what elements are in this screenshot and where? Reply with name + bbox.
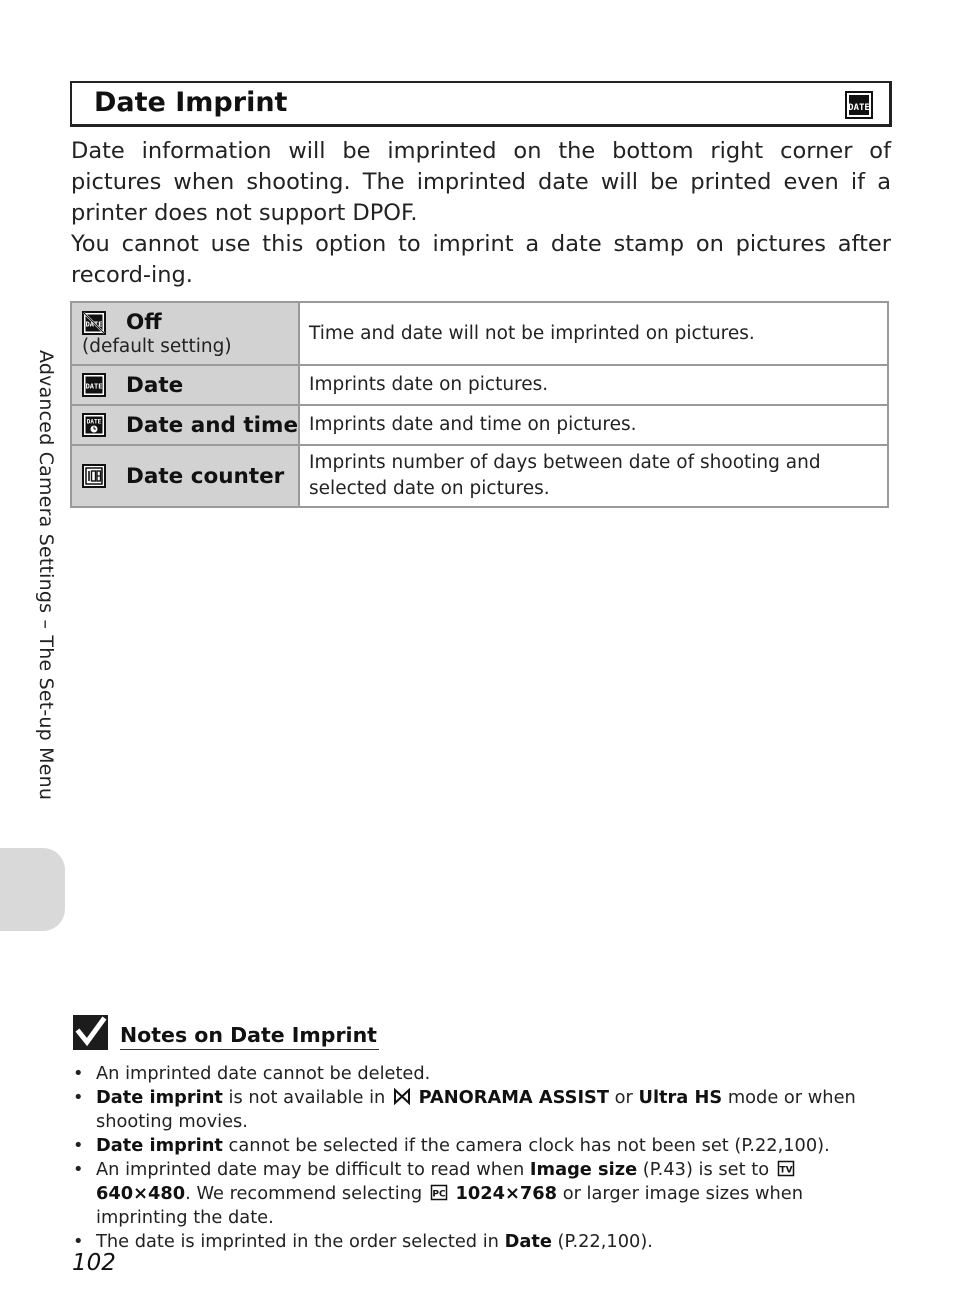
svg-text:DATE: DATE [86, 418, 102, 426]
svg-text:PC: PC [432, 1189, 446, 1200]
pc-size-icon [430, 1184, 448, 1201]
list-item: • An imprinted date may be difficult to read when Image size (P.43) is set to TV 640×480. We recommend selecting PC 1024×768 or larger image sizes when imprinting the date. [73, 1158, 891, 1230]
option-cell [71, 405, 299, 445]
list-item: • The date is imprinted in the order selected in Date (P.22,100). [73, 1230, 891, 1254]
date-and-time-icon [82, 413, 106, 437]
tv-size-icon [777, 1160, 795, 1177]
notes-header [73, 1015, 379, 1050]
table-row [71, 445, 888, 507]
page-number: 102 [72, 1250, 116, 1276]
option-description: Time and date will not be imprinted on pictures. [299, 302, 888, 365]
intro-paragraph-2: You cannot use this option to imprint a date stamp on pictures after record-ing. [71, 231, 891, 288]
notes-title: Notes on Date Imprint [120, 1022, 379, 1050]
svg-text:DATE: DATE [85, 320, 103, 328]
svg-text:DATE: DATE [848, 103, 870, 113]
table-row [71, 405, 888, 445]
option-description: Imprints number of days between date of shooting and selected date on pictures. [299, 445, 888, 507]
date-imprint-icon [845, 91, 873, 119]
table-row [71, 302, 888, 365]
intro-paragraph-1: Date information will be imprinted on the bottom right corner of pictures when shooting. The imprinted date will be printed even if a printer does not support DPOF. [71, 138, 891, 226]
intro-text [71, 136, 891, 291]
panorama-assist-icon [393, 1088, 411, 1105]
date-counter-icon [82, 464, 106, 488]
option-label-date-counter: Date counter [126, 463, 285, 489]
section-title-box [70, 81, 892, 127]
option-cell [71, 445, 299, 507]
list-item: • Date imprint is not available in PANORAMA ASSIST or Ultra HS mode or when shooting movies. [73, 1086, 891, 1134]
check-mark-icon [73, 1015, 108, 1050]
option-description: Imprints date on pictures. [299, 365, 888, 405]
list-item: • Date imprint cannot be selected if the camera clock has not been set (P.22,100). [73, 1134, 891, 1158]
option-description: Imprints date and time on pictures. [299, 405, 888, 445]
svg-text:DATE: DATE [85, 382, 103, 391]
option-label-date: Date [126, 372, 184, 398]
side-chapter-label: Advanced Camera Settings – The Set-up Menu [35, 350, 57, 801]
page-title: Date Imprint [94, 87, 288, 118]
date-off-icon [82, 311, 106, 335]
settings-table [70, 301, 889, 508]
list-item: • An imprinted date cannot be deleted. [73, 1062, 891, 1086]
svg-text:TV: TV [779, 1165, 793, 1176]
default-setting-note: (default setting) [82, 336, 232, 357]
option-label-off: Off [126, 310, 162, 335]
option-label-date-and-time: Date and time [126, 412, 299, 438]
chapter-tab [0, 848, 65, 931]
option-cell [71, 365, 299, 405]
date-icon [82, 373, 106, 397]
option-cell [71, 302, 299, 365]
table-row [71, 365, 888, 405]
notes-list [73, 1062, 891, 1254]
